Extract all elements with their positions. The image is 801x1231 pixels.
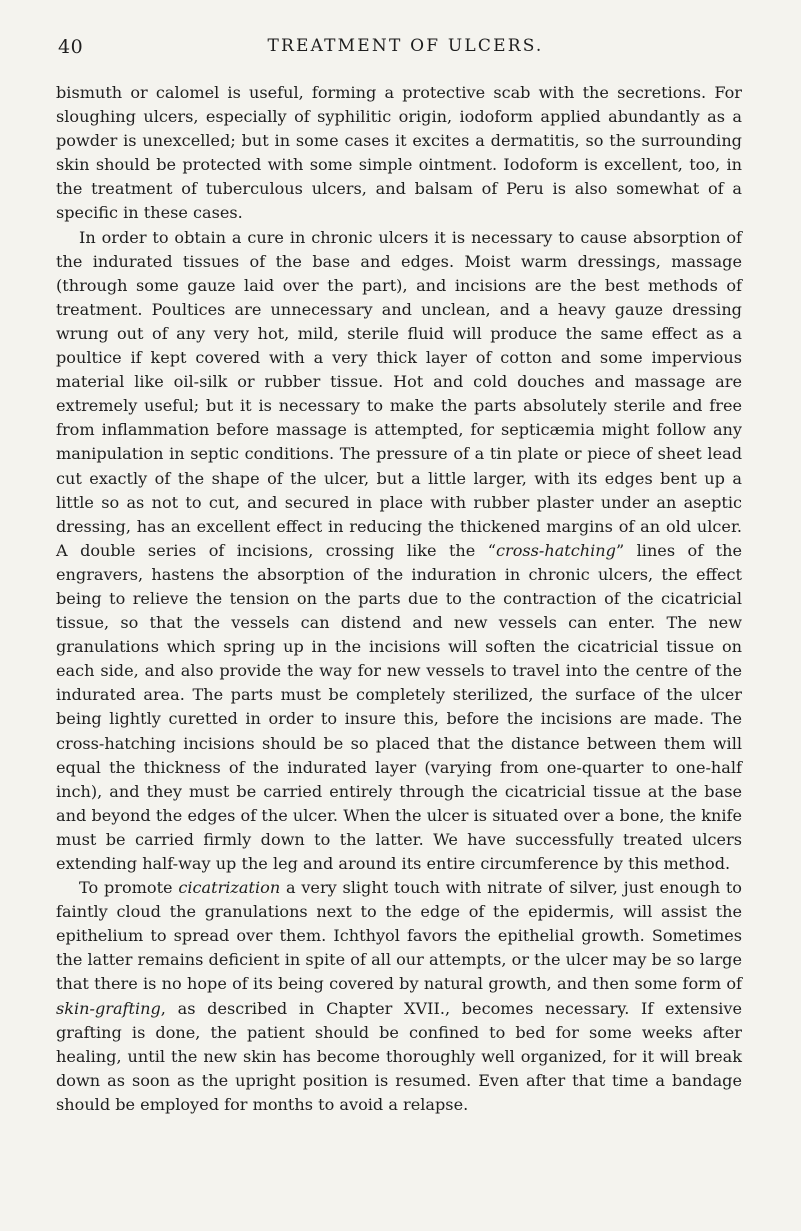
paragraph-2-text-b: ” lines of the engravers, hastens the absorption of the induration in chronic ulcers, the effect being to relieve the tension on the parts due to the contraction of the cicatricial tissue, so that the vessels can distend and new vessels can enter. The new granulations which spring up in the incisions will soften the cicatricial tissue on each side, and also provide the way for new vessels to travel into the centre of the indurated area. The parts must be completely sterilized, the surface of the ulcer being lightly curetted in order to insure this, before the incisions are made. The cross-hatching incisions should be so placed that the distance between them will equal the thickness of the indurated layer (varying from one-quarter to one-half inch), and they must be carried entirely through the cicatricial tissue at the base and beyond the edges of the ulcer. When the ulcer is situated over a bone, the knife must be carried firmly down to the latter. We have successfully treated ulcers extending half-way up the leg and around its entire circumference by this method.: [56, 540, 742, 873]
running-head: [58, 36, 741, 60]
paragraph-absorption-incisions: [56, 226, 742, 877]
paragraph-2-text-a: In order to obtain a cure in chronic ulcers it is necessary to cause absorption of the indurated tissues of the base and edges. Moist warm dressings, massage (through some gauze laid over the part), and incisions are the best methods of treatment. Poultices are unnecessary and unclean, and a heavy gauze dressing wrung out of any very hot, mild, sterile fluid will produce the same effect as a poultice if kept covered with a very thick layer of cotton and some impervious material like oil-silk or rubber tissue. Hot and cold douches and massage are extremely useful; but it is necessary to make the parts absolutely sterile and free from inflammation before massage is attempted, for septicæmia might follow any manipulation in septic conditions. The pressure of a tin plate or piece of sheet lead cut exactly of the shape of the ulcer, but a little larger, with its edges bent up a little so as not to cut, and secured in place with rubber plaster under an aseptic dressing, has an excellent effect in reducing the thickened margins of an old ulcer. A double series of incisions, crossing like the “: [56, 227, 742, 560]
paragraph-continuation: [56, 81, 742, 226]
paragraph-cicatrization: [56, 876, 742, 1117]
paragraph-3-text-b: a very slight touch with nitrate of silver, just enough to faintly cloud the granulations next to the edge of the epidermis, will assist the epithelium to spread over them. Ichthyol favors the epithelial growth. Sometimes the latter remains deficient in spite of all our attempts, or the ulcer may be so large that there is no hope of its being covered by natural growth, and then some form of: [56, 878, 742, 994]
body-text: [56, 81, 742, 1117]
paragraph-1-text: bismuth or calomel is useful, forming a protective scab with the secretions. For sloughing ulcers, especially of syphilitic origin, iodoform applied abundantly as a powder is unexcelled; but in some cases it excites a dermatitis, so the surrounding skin should be protected with some simple ointment. Iodoform is excellent, too, in the treatment of tuberculous ulcers, and balsam of Peru is also somewhat of a specific in these cases.: [56, 83, 742, 223]
paragraph-3-text-a: To promote: [79, 878, 179, 898]
page-number: 40: [58, 36, 84, 58]
running-head-title: TREATMENT OF ULCERS.: [267, 36, 544, 56]
skin-grafting-term: skin-grafting: [56, 998, 161, 1018]
cross-hatching-term: cross-hatching: [495, 540, 616, 560]
cicatrization-term: cicatrization: [178, 878, 281, 898]
paragraph-3-text-c: , as described in Chapter XVII., becomes necessary. If extensive grafting is done, the patient should be confined to bed for some weeks after healing, until the new skin has become thoroughly well organized, for it will break down as soon as the upright position is resumed. Even after that time a bandage should be employed for months to avoid a relapse.: [56, 998, 742, 1114]
